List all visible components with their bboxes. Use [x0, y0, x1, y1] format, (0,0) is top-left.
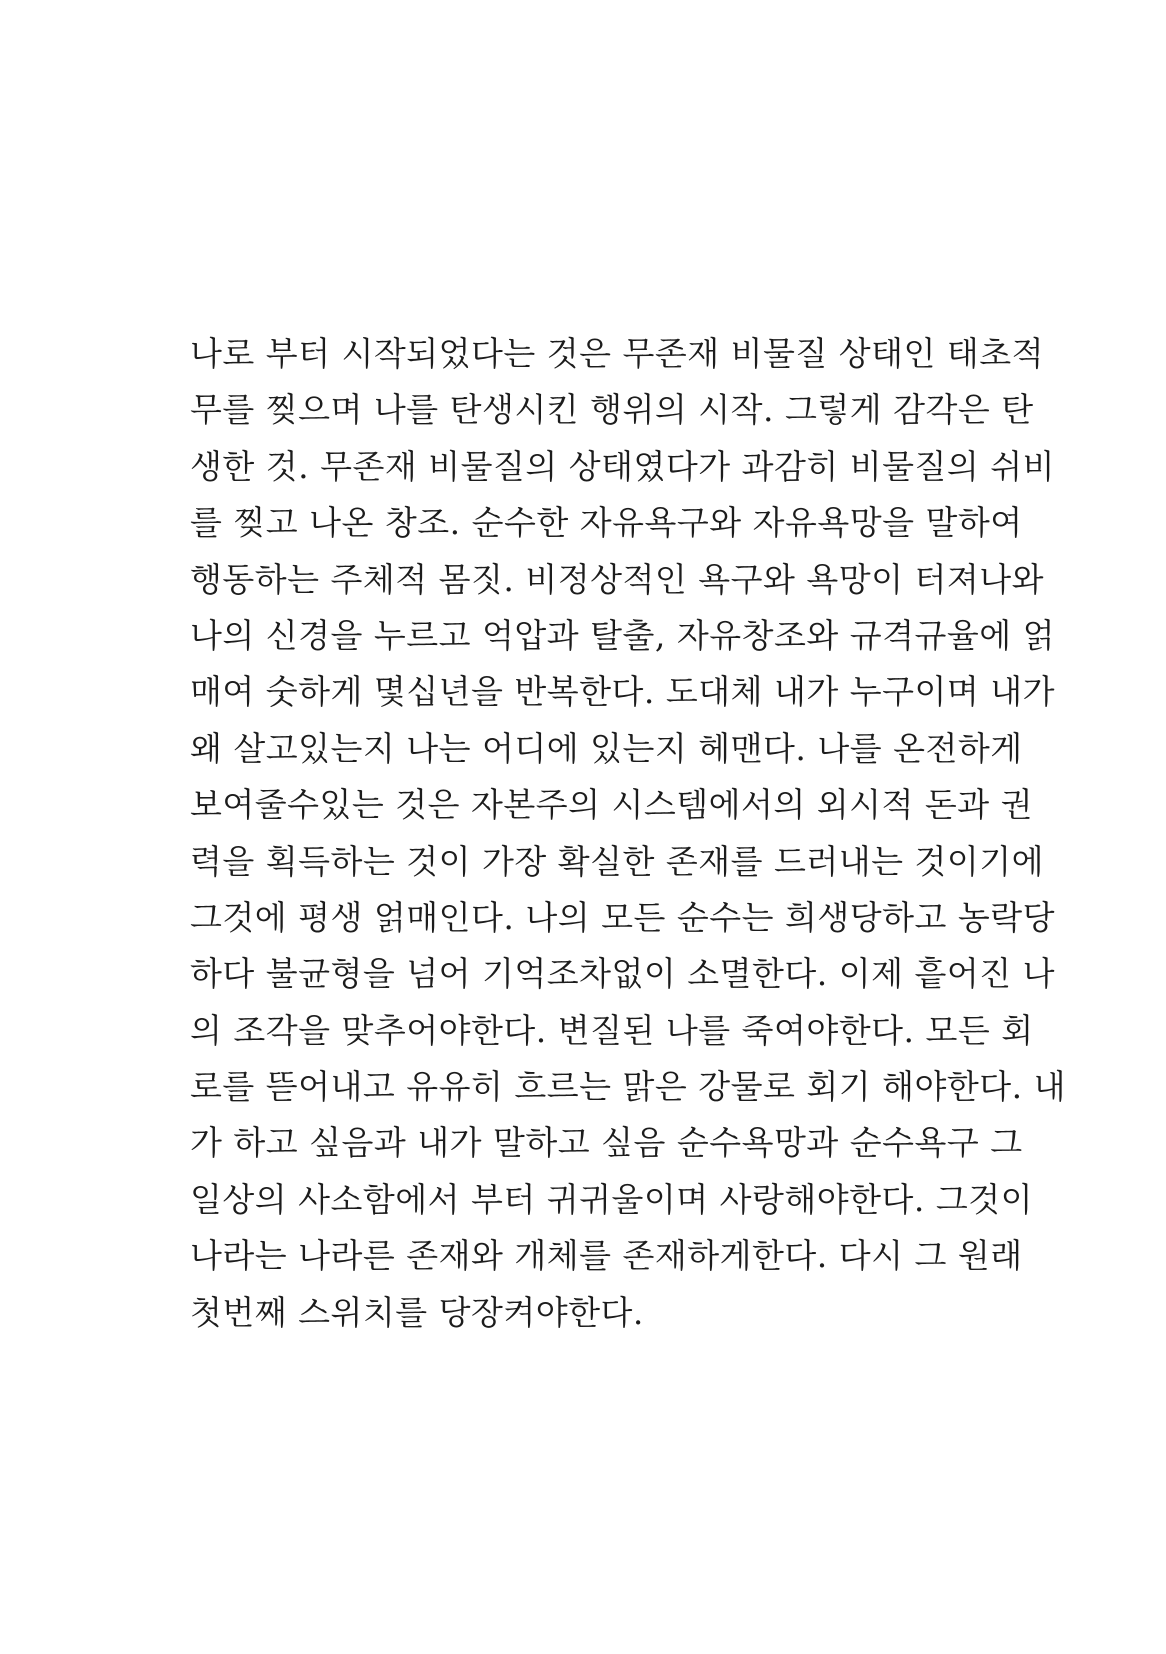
text-line: 의 조각을 맞추어야한다. 변질된 나를 죽여야한다. 모든 회 [190, 1010, 1034, 1050]
text-line: 그것에 평생 얽매인다. 나의 모든 순수는 희생당하고 농락당 [190, 897, 1055, 937]
text-line: 를 찢고 나온 창조. 순수한 자유욕구와 자유욕망을 말하여 [190, 503, 1023, 543]
text-line: 행동하는 주체적 몸짓. 비정상적인 욕구와 욕망이 터져나와 [190, 559, 1044, 599]
text-line: 왜 살고있는지 나는 어디에 있는지 헤맨다. 나를 온전하게 [190, 728, 1023, 768]
text-line: 보여줄수있는 것은 자본주의 시스템에서의 외시적 돈과 권 [190, 785, 1034, 825]
text-line: 하다 불균형을 넘어 기억조차없이 소멸한다. 이제 흩어진 나 [190, 954, 1055, 994]
text-line: 무를 찢으며 나를 탄생시킨 행위의 시작. 그렇게 감각은 탄 [190, 390, 1034, 430]
text-line: 력을 획득하는 것이 가장 확실한 존재를 드러내는 것이기에 [190, 841, 1044, 881]
text-line: 매여 숫하게 몇십년을 반복한다. 도대체 내가 누구이며 내가 [190, 672, 1055, 712]
body-text [190, 326, 1066, 1341]
text-line: 나의 신경을 누르고 억압과 탈출, 자유창조와 규격규율에 얽 [190, 615, 1055, 655]
text-line: 가 하고 싶음과 내가 말하고 싶음 순수욕망과 순수욕구 그 [190, 1123, 1023, 1163]
text-line: 생한 것. 무존재 비물질의 상태였다가 과감히 비물질의 쉬비 [190, 446, 1055, 486]
text-line: 나라는 나라른 존재와 개체를 존재하게한다. 다시 그 원래 [190, 1236, 1023, 1276]
text-line: 로를 뜯어내고 유유히 흐르는 맑은 강물로 회기 해야한다. 내 [190, 1067, 1066, 1107]
text-line: 나로 부터 시작되었다는 것은 무존재 비물질 상태인 태초적 [190, 334, 1044, 373]
text-line: 일상의 사소함에서 부터 귀귀울이며 사랑해야한다. 그것이 [190, 1179, 1034, 1219]
text-line: 첫번째 스위치를 당장켜야한다. [190, 1292, 644, 1332]
